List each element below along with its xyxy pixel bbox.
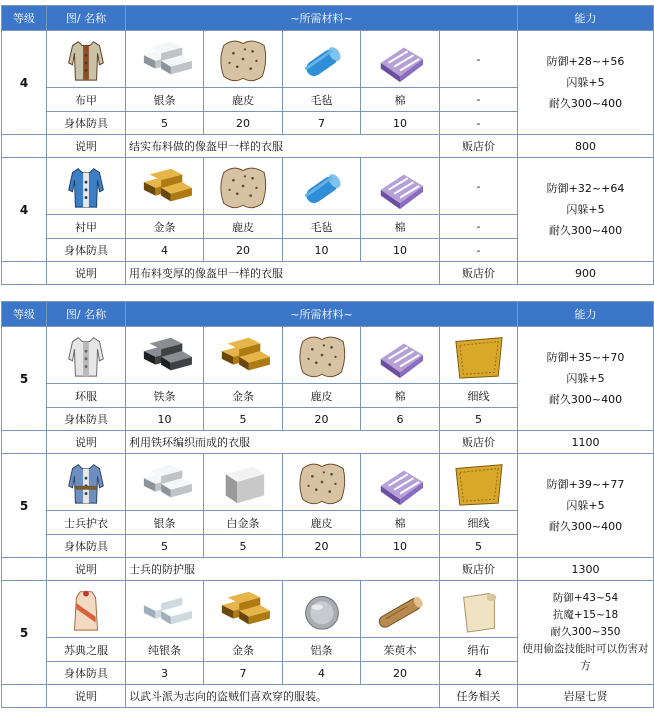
item-ability (518, 581, 654, 685)
item-name: 布甲 (47, 88, 126, 112)
ability-line: 防御+32~+64 (546, 182, 625, 195)
ability-line: 耐久300~400 (548, 520, 623, 533)
price-label: 贩店价 (440, 558, 518, 581)
item-desc-row (2, 262, 654, 285)
ability-line: 防御+39~+77 (546, 478, 625, 491)
material-name: 细线 (440, 511, 518, 535)
ability-line: 抗魔+15~18 (552, 609, 619, 621)
material-name: 棉 (361, 384, 440, 408)
material-qty: 7 (283, 112, 361, 135)
material-name: 鹿皮 (204, 215, 283, 239)
ability-line: 防御+43~54 (552, 592, 619, 604)
header-materials: ~所需材料~ (126, 302, 518, 327)
material-qty: 20 (283, 535, 361, 558)
item-description: 结实布料做的像盔甲一样的衣服 (126, 135, 440, 158)
material-name: 纯银条 (126, 638, 204, 662)
ability-line: 耐久300~350 (550, 626, 621, 638)
ability-line: 闪躲+5 (566, 499, 605, 512)
item-level: 5 (2, 327, 47, 431)
pure-silver-bars-icon (126, 581, 204, 638)
material-name: 细线 (440, 384, 518, 408)
material-name: 棉 (361, 88, 440, 112)
gold-bars-icon (126, 158, 204, 215)
material-qty: 3 (126, 662, 204, 685)
silver-bars-icon (126, 454, 204, 511)
material-qty: 4 (283, 662, 361, 685)
material-name: 金条 (204, 384, 283, 408)
material-qty: 5 (440, 535, 518, 558)
material-qty: 10 (361, 112, 440, 135)
material-qty: 7 (204, 662, 283, 685)
blue-vest-armor-icon (47, 158, 126, 215)
brown-vest-armor-icon (47, 31, 126, 88)
material-name: 毛毡 (283, 88, 361, 112)
item-price: 800 (518, 135, 654, 158)
silver-bars-icon (126, 31, 204, 88)
material-qty: 20 (283, 408, 361, 431)
material-name: 白金条 (204, 511, 283, 535)
item-price: 1100 (518, 431, 654, 454)
item-desc-row (2, 685, 654, 708)
item-name: 苏典之服 (47, 638, 126, 662)
header-name: 图/ 名称 (47, 302, 126, 327)
item-ability (518, 454, 654, 558)
desc-label: 说明 (47, 262, 126, 285)
material-name: 棉 (361, 215, 440, 239)
item-ability (518, 158, 654, 262)
material-qty: 5 (126, 535, 204, 558)
silk-cloth-icon (440, 581, 518, 638)
item-description: 士兵的防护服 (126, 558, 440, 581)
material-empty: - (440, 31, 518, 88)
aluminum-disc-icon (283, 581, 361, 638)
material-qty: 5 (126, 112, 204, 135)
material-qty: 20 (204, 239, 283, 262)
cotton-bundle-icon (361, 158, 440, 215)
felt-roll-icon (283, 31, 361, 88)
material-qty: 10 (283, 239, 361, 262)
cotton-bundle-icon (361, 31, 440, 88)
gold-bars-icon (204, 581, 283, 638)
desc-spacer (2, 431, 47, 454)
material-name: 鹿皮 (283, 511, 361, 535)
material-qty: 5 (204, 408, 283, 431)
desc-label: 说明 (47, 558, 126, 581)
cotton-bundle-icon (361, 327, 440, 384)
header-ability: 能力 (518, 302, 654, 327)
cotton-bundle-icon (361, 454, 440, 511)
material-qty: 20 (204, 112, 283, 135)
desc-spacer (2, 558, 47, 581)
item-icon-row (2, 327, 654, 384)
ability-line: 耐久300~400 (548, 97, 623, 110)
header-row (2, 6, 654, 31)
price-label: 贩店价 (440, 431, 518, 454)
item-slot: 身体防具 (47, 239, 126, 262)
item-slot: 身体防具 (47, 408, 126, 431)
material-qty: 5 (440, 408, 518, 431)
desc-spacer (2, 262, 47, 285)
item-name: 衬甲 (47, 215, 126, 239)
crafting-table-level-5 (1, 301, 654, 708)
desc-spacer (2, 685, 47, 708)
desc-label: 说明 (47, 431, 126, 454)
deer-hide-icon (283, 327, 361, 384)
material-qty: 20 (361, 662, 440, 685)
chain-shirt-icon (47, 327, 126, 384)
desc-spacer (2, 135, 47, 158)
material-name: 棉 (361, 511, 440, 535)
material-name: 茱萸木 (361, 638, 440, 662)
fine-thread-icon (440, 454, 518, 511)
material-name: 鹿皮 (283, 384, 361, 408)
material-qty: 4 (126, 239, 204, 262)
item-desc-row (2, 431, 654, 454)
item-icon-row (2, 31, 654, 88)
material-name: 绢布 (440, 638, 518, 662)
item-name: 士兵护衣 (47, 511, 126, 535)
material-empty: - (440, 158, 518, 215)
header-row (2, 302, 654, 327)
material-qty: 10 (126, 408, 204, 431)
item-description: 利用铁环编织而成的衣服 (126, 431, 440, 454)
deer-hide-icon (204, 158, 283, 215)
material-qty: 10 (361, 535, 440, 558)
material-name: 银条 (126, 88, 204, 112)
item-description: 用布料变厚的像盔甲一样的衣服 (126, 262, 440, 285)
material-name: 金条 (204, 638, 283, 662)
ability-line: 防御+35~+70 (546, 351, 625, 364)
item-name: 环服 (47, 384, 126, 408)
ability-line: 耐久300~400 (548, 393, 623, 406)
header-name: 图/ 名称 (47, 6, 126, 31)
material-name: 金条 (126, 215, 204, 239)
item-icon-row (2, 581, 654, 638)
thief-garment-icon (47, 581, 126, 638)
item-level: 4 (2, 158, 47, 262)
ability-line: 闪躲+5 (566, 203, 605, 216)
dogwood-log-icon (361, 581, 440, 638)
item-description: 以武斗派为志向的盗贼们喜欢穿的服装。 (126, 685, 440, 708)
iron-bars-icon (126, 327, 204, 384)
ability-line: 防御+28~+56 (546, 55, 625, 68)
deer-hide-icon (204, 31, 283, 88)
material-qty: - (440, 239, 518, 262)
item-price: 900 (518, 262, 654, 285)
item-slot: 身体防具 (47, 535, 126, 558)
material-qty: 10 (361, 239, 440, 262)
ability-line: 使用偷盗技能时可以伤害对方 (522, 643, 649, 672)
item-level: 5 (2, 454, 47, 558)
header-level: 等级 (2, 6, 47, 31)
item-desc-row (2, 135, 654, 158)
item-icon-row (2, 454, 654, 511)
item-desc-row (2, 558, 654, 581)
header-level: 等级 (2, 302, 47, 327)
price-label: 贩店价 (440, 262, 518, 285)
crafting-table-level-4 (1, 5, 654, 285)
ability-line: 闪躲+5 (566, 76, 605, 89)
felt-roll-icon (283, 158, 361, 215)
material-qty: 5 (204, 535, 283, 558)
material-name: 铝条 (283, 638, 361, 662)
material-name: 铁条 (126, 384, 204, 408)
item-slot: 身体防具 (47, 112, 126, 135)
ability-line: 闪躲+5 (566, 372, 605, 385)
item-level: 5 (2, 581, 47, 685)
deer-hide-icon (283, 454, 361, 511)
price-label: 贩店价 (440, 135, 518, 158)
desc-label: 说明 (47, 685, 126, 708)
material-name: 鹿皮 (204, 88, 283, 112)
ability-line: 耐久300~400 (548, 224, 623, 237)
platinum-bar-icon (204, 454, 283, 511)
material-name: 银条 (126, 511, 204, 535)
item-icon-row (2, 158, 654, 215)
fine-thread-icon (440, 327, 518, 384)
item-price: 1300 (518, 558, 654, 581)
material-qty: 6 (361, 408, 440, 431)
item-price: 岩屋七贤 (518, 685, 654, 708)
material-name: - (440, 88, 518, 112)
material-qty: 4 (440, 662, 518, 685)
soldier-coat-icon (47, 454, 126, 511)
item-level: 4 (2, 31, 47, 135)
material-name: 毛毡 (283, 215, 361, 239)
gold-bars-icon (204, 327, 283, 384)
item-ability (518, 327, 654, 431)
material-qty: - (440, 112, 518, 135)
material-name: - (440, 215, 518, 239)
header-materials: ~所需材料~ (126, 6, 518, 31)
item-ability (518, 31, 654, 135)
desc-label: 说明 (47, 135, 126, 158)
header-ability: 能力 (518, 6, 654, 31)
price-label: 任务相关 (440, 685, 518, 708)
item-slot: 身体防具 (47, 662, 126, 685)
